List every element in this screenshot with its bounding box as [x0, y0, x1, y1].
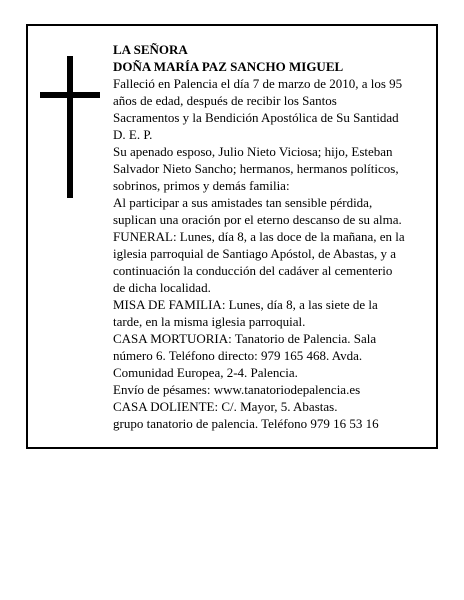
notice-line: FUNERAL: Lunes, día 8, a las doce de la mañana, en la — [113, 229, 405, 244]
notice-line: Comunidad Europea, 2-4. Palencia. — [113, 365, 298, 380]
notice-heading-name: DOÑA MARÍA PAZ SANCHO MIGUEL — [113, 59, 344, 74]
cross-vertical-bar — [67, 56, 73, 198]
cross-horizontal-bar — [40, 92, 100, 98]
obituary-text — [113, 41, 425, 432]
notice-line: continuación la conducción del cadáver al cementerio — [113, 263, 393, 278]
notice-line: tarde, en la misma iglesia parroquial. — [113, 314, 306, 329]
notice-line: número 6. Teléfono directo: 979 165 468. Avda. — [113, 348, 363, 363]
notice-line: CASA MORTUORIA: Tanatorio de Palencia. Sala — [113, 331, 377, 346]
notice-line: Falleció en Palencia el día 7 de marzo de 2010, a los 95 — [113, 76, 403, 91]
notice-line: Sacramentos y la Bendición Apostólica de Su Santidad — [113, 110, 399, 125]
notice-line: de dicha localidad. — [113, 280, 211, 295]
notice-line: Envío de pésames: www.tanatoriodepalencia.es — [113, 382, 361, 397]
notice-line: Al participar a sus amistades tan sensible pérdida, — [113, 195, 373, 210]
notice-line: CASA DOLIENTE: C/. Mayor, 5. Abastas. — [113, 399, 338, 414]
notice-line: MISA DE FAMILIA: Lunes, día 8, a las siete de la — [113, 297, 378, 312]
notice-line: iglesia parroquial de Santiago Apóstol, de Abastas, y a — [113, 246, 397, 261]
notice-line: Salvador Nieto Sancho; hermanos, hermanos políticos, — [113, 161, 399, 176]
notice-line: D. E. P. — [113, 127, 153, 142]
notice-heading-title: LA SEÑORA — [113, 42, 188, 57]
notice-line: Su apenado esposo, Julio Nieto Viciosa; hijo, Esteban — [113, 144, 393, 159]
cross-icon — [40, 56, 100, 196]
notice-line: grupo tanatorio de palencia. Teléfono 979 16 53 16 — [113, 416, 379, 431]
obituary-notice — [26, 24, 438, 449]
notice-line: suplican una oración por el eterno descanso de su alma. — [113, 212, 402, 227]
notice-line: sobrinos, primos y demás familia: — [113, 178, 290, 193]
notice-line: años de edad, después de recibir los Santos — [113, 93, 337, 108]
